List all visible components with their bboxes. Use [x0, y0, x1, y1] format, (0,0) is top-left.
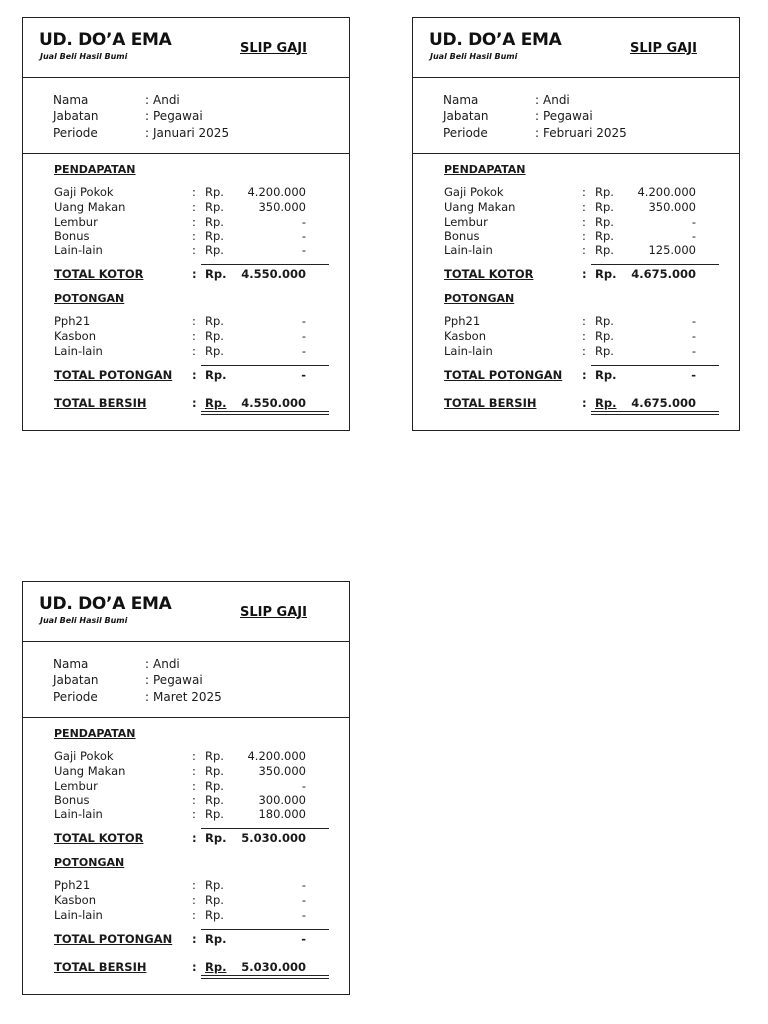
rp-label: Rp.	[205, 749, 224, 763]
rp-label: Rp.	[205, 243, 224, 257]
lain-lain-label: Lain-lain	[444, 243, 493, 257]
row-bonus	[54, 229, 314, 244]
total-potongan-label: TOTAL POTONGAN	[54, 368, 173, 382]
total-bersih-amount: 4.675.000	[631, 396, 696, 410]
rp-label: Rp.	[205, 831, 227, 845]
row-uang-makan	[444, 200, 704, 215]
subtotal-rule	[201, 828, 329, 829]
rp-label: Rp.	[595, 200, 614, 214]
uang-makan-label: Uang Makan	[444, 200, 516, 214]
gaji-pokok-amount: 4.200.000	[637, 185, 696, 199]
row-total-kotor	[54, 831, 314, 846]
rp-label: Rp.	[595, 215, 614, 229]
lain-lain-label: Lain-lain	[54, 807, 103, 821]
uang-makan-amount: 350.000	[258, 764, 306, 778]
total-bersih-label: TOTAL BERSIH	[444, 396, 537, 410]
slip-header	[23, 18, 349, 78]
rp-label: Rp.	[205, 229, 224, 243]
colon: :	[192, 200, 196, 214]
lain-lain-label: Lain-lain	[54, 908, 103, 922]
rp-label: Rp.	[595, 267, 617, 281]
total-bersih-amount: 5.030.000	[241, 960, 306, 974]
colon: :	[192, 215, 196, 229]
uang-makan-amount: 350.000	[648, 200, 696, 214]
colon: :	[192, 344, 196, 358]
row-total-kotor	[444, 267, 704, 282]
rp-label: Rp.	[205, 314, 224, 328]
total-kotor-amount: 4.550.000	[241, 267, 306, 281]
rp-label: Rp.	[205, 779, 224, 793]
colon: :	[192, 793, 196, 807]
rp-label: Rp.	[205, 215, 224, 229]
lembur-amount: -	[301, 215, 306, 229]
row-kasbon	[444, 329, 704, 344]
rp-label: Rp.	[205, 960, 227, 974]
colon: :	[192, 229, 196, 243]
colon: :	[582, 243, 586, 257]
gaji-pokok-label: Gaji Pokok	[54, 185, 114, 199]
pph21-label: Pph21	[54, 878, 91, 892]
pph21-amount: -	[301, 314, 306, 328]
kasbon-amount: -	[301, 893, 306, 907]
slip-title: SLIP GAJI	[240, 605, 307, 620]
bonus-label: Bonus	[444, 229, 480, 243]
colon: :	[582, 368, 587, 382]
rp-label: Rp.	[595, 329, 614, 343]
lain-lain-label: Lain-lain	[54, 344, 103, 358]
rp-label: Rp.	[205, 329, 224, 343]
jabatan-label: Jabatan	[443, 109, 489, 123]
nama-label: Nama	[53, 93, 89, 107]
colon: :	[582, 267, 587, 281]
rp-label: Rp.	[205, 185, 224, 199]
row-lain-lain	[444, 243, 704, 258]
colon: :	[192, 368, 197, 382]
company-tagline: Jual Beli Hasil Bumi	[40, 52, 128, 61]
row-total-bersih	[444, 396, 704, 411]
total-potongan-amount: -	[301, 368, 306, 382]
total-kotor-label: TOTAL KOTOR	[54, 831, 144, 845]
total-kotor-label: TOTAL KOTOR	[444, 267, 534, 281]
salary-slip-february	[412, 17, 740, 431]
lembur-amount: -	[301, 779, 306, 793]
uang-makan-amount: 350.000	[258, 200, 306, 214]
row-gaji-pokok	[54, 185, 314, 200]
employee-info	[413, 78, 739, 154]
colon: :	[192, 878, 196, 892]
employee-info	[23, 642, 349, 718]
lain-lain-label: Lain-lain	[444, 344, 493, 358]
slip-title: SLIP GAJI	[240, 41, 307, 56]
row-total-bersih	[54, 960, 314, 975]
colon: :	[582, 396, 587, 410]
rp-label: Rp.	[205, 368, 227, 382]
row-lembur	[54, 215, 314, 230]
row-total-bersih	[54, 396, 314, 411]
kasbon-amount: -	[301, 329, 306, 343]
pph21-label: Pph21	[54, 314, 91, 328]
row-gaji-pokok	[54, 749, 314, 764]
bonus-label: Bonus	[54, 793, 90, 807]
colon: :	[145, 126, 150, 140]
rp-label: Rp.	[595, 368, 617, 382]
colon: :	[582, 185, 586, 199]
rp-label: Rp.	[205, 764, 224, 778]
uang-makan-label: Uang Makan	[54, 764, 126, 778]
row-bonus	[444, 229, 704, 244]
rp-label: Rp.	[595, 243, 614, 257]
gaji-pokok-amount: 4.200.000	[247, 749, 306, 763]
grand-total-double-rule	[201, 411, 329, 415]
row-total-potongan	[54, 932, 314, 947]
potongan-lain-lain-amount: -	[301, 908, 306, 922]
nama-value: Andi	[543, 93, 570, 107]
salary-slip-january	[22, 17, 350, 431]
salary-slip-march	[22, 581, 350, 995]
bonus-amount: 300.000	[258, 793, 306, 807]
row-lain-lain	[54, 243, 314, 258]
rp-label: Rp.	[205, 267, 227, 281]
nama-value: Andi	[153, 657, 180, 671]
rp-label: Rp.	[205, 200, 224, 214]
jabatan-value: Pegawai	[543, 109, 593, 123]
rp-label: Rp.	[205, 893, 224, 907]
colon: :	[192, 960, 197, 974]
bonus-amount: -	[301, 229, 306, 243]
rp-label: Rp.	[205, 908, 224, 922]
rp-label: Rp.	[595, 229, 614, 243]
row-lembur	[54, 779, 314, 794]
total-potongan-label: TOTAL POTONGAN	[444, 368, 563, 382]
lain-lain-label: Lain-lain	[54, 243, 103, 257]
company-name: UD. DO’A EMA	[39, 594, 172, 614]
row-uang-makan	[54, 764, 314, 779]
lain-lain-amount: 125.000	[648, 243, 696, 257]
total-bersih-label: TOTAL BERSIH	[54, 396, 147, 410]
rp-label: Rp.	[595, 344, 614, 358]
colon: :	[192, 396, 197, 410]
lain-lain-amount: 180.000	[258, 807, 306, 821]
subtotal-rule	[591, 365, 719, 366]
pph21-label: Pph21	[444, 314, 481, 328]
colon: :	[535, 93, 540, 107]
periode-label: Periode	[53, 690, 98, 704]
lembur-label: Lembur	[54, 779, 98, 793]
row-total-potongan	[54, 368, 314, 383]
colon: :	[192, 185, 196, 199]
colon: :	[582, 329, 586, 343]
lembur-label: Lembur	[54, 215, 98, 229]
jabatan-label: Jabatan	[53, 673, 99, 687]
grand-total-double-rule	[591, 411, 719, 415]
nama-label: Nama	[53, 657, 89, 671]
jabatan-value: Pegawai	[153, 109, 203, 123]
colon: :	[582, 314, 586, 328]
periode-value: Maret 2025	[153, 690, 222, 704]
rp-label: Rp.	[595, 185, 614, 199]
slip-header	[413, 18, 739, 78]
row-kasbon	[54, 893, 314, 908]
colon: :	[192, 807, 196, 821]
colon: :	[192, 893, 196, 907]
colon: :	[192, 314, 196, 328]
colon: :	[582, 344, 586, 358]
total-potongan-amount: -	[691, 368, 696, 382]
subtotal-rule	[201, 264, 329, 265]
row-kasbon	[54, 329, 314, 344]
potongan-lain-lain-amount: -	[691, 344, 696, 358]
pendapatan-heading: PENDAPATAN	[444, 163, 526, 176]
lembur-amount: -	[691, 215, 696, 229]
rp-label: Rp.	[205, 793, 224, 807]
row-pph21	[54, 878, 314, 893]
gaji-pokok-label: Gaji Pokok	[54, 749, 114, 763]
colon: :	[582, 200, 586, 214]
pph21-amount: -	[691, 314, 696, 328]
potongan-lain-lain-amount: -	[301, 344, 306, 358]
colon: :	[145, 690, 150, 704]
row-potongan-lain-lain	[444, 344, 704, 359]
colon: :	[192, 764, 196, 778]
colon: :	[192, 243, 196, 257]
jabatan-value: Pegawai	[153, 673, 203, 687]
kasbon-label: Kasbon	[54, 329, 97, 343]
bonus-amount: -	[691, 229, 696, 243]
lain-lain-amount: -	[301, 243, 306, 257]
subtotal-rule	[201, 929, 329, 930]
row-lembur	[444, 215, 704, 230]
colon: :	[582, 215, 586, 229]
potongan-heading: POTONGAN	[54, 856, 125, 869]
total-bersih-label: TOTAL BERSIH	[54, 960, 147, 974]
colon: :	[192, 932, 197, 946]
periode-label: Periode	[53, 126, 98, 140]
lembur-label: Lembur	[444, 215, 488, 229]
rp-label: Rp.	[595, 314, 614, 328]
total-bersih-amount: 4.550.000	[241, 396, 306, 410]
pph21-amount: -	[301, 878, 306, 892]
gaji-pokok-amount: 4.200.000	[247, 185, 306, 199]
row-pph21	[444, 314, 704, 329]
rp-label: Rp.	[205, 344, 224, 358]
slip-title: SLIP GAJI	[630, 41, 697, 56]
periode-label: Periode	[443, 126, 488, 140]
gaji-pokok-label: Gaji Pokok	[444, 185, 504, 199]
kasbon-label: Kasbon	[444, 329, 487, 343]
subtotal-rule	[591, 264, 719, 265]
colon: :	[192, 329, 196, 343]
total-kotor-amount: 4.675.000	[631, 267, 696, 281]
row-pph21	[54, 314, 314, 329]
total-kotor-label: TOTAL KOTOR	[54, 267, 144, 281]
colon: :	[535, 109, 540, 123]
rp-label: Rp.	[595, 396, 617, 410]
rp-label: Rp.	[205, 807, 224, 821]
kasbon-label: Kasbon	[54, 893, 97, 907]
colon: :	[145, 109, 150, 123]
rp-label: Rp.	[205, 396, 227, 410]
company-tagline: Jual Beli Hasil Bumi	[430, 52, 518, 61]
row-total-potongan	[444, 368, 704, 383]
colon: :	[192, 267, 197, 281]
slip-header	[23, 582, 349, 642]
row-gaji-pokok	[444, 185, 704, 200]
company-name: UD. DO’A EMA	[429, 30, 562, 50]
row-potongan-lain-lain	[54, 344, 314, 359]
pendapatan-heading: PENDAPATAN	[54, 727, 136, 740]
nama-label: Nama	[443, 93, 479, 107]
total-potongan-label: TOTAL POTONGAN	[54, 932, 173, 946]
colon: :	[192, 779, 196, 793]
row-lain-lain	[54, 807, 314, 822]
grand-total-double-rule	[201, 975, 329, 979]
rp-label: Rp.	[205, 932, 227, 946]
pendapatan-heading: PENDAPATAN	[54, 163, 136, 176]
periode-value: Januari 2025	[153, 126, 230, 140]
row-potongan-lain-lain	[54, 908, 314, 923]
company-name: UD. DO’A EMA	[39, 30, 172, 50]
colon: :	[192, 908, 196, 922]
nama-value: Andi	[153, 93, 180, 107]
uang-makan-label: Uang Makan	[54, 200, 126, 214]
rp-label: Rp.	[205, 878, 224, 892]
total-potongan-amount: -	[301, 932, 306, 946]
bonus-label: Bonus	[54, 229, 90, 243]
periode-value: Februari 2025	[543, 126, 627, 140]
row-total-kotor	[54, 267, 314, 282]
colon: :	[145, 673, 150, 687]
total-kotor-amount: 5.030.000	[241, 831, 306, 845]
colon: :	[582, 229, 586, 243]
potongan-heading: POTONGAN	[444, 292, 515, 305]
company-tagline: Jual Beli Hasil Bumi	[40, 616, 128, 625]
colon: :	[145, 657, 150, 671]
kasbon-amount: -	[691, 329, 696, 343]
row-bonus	[54, 793, 314, 808]
potongan-heading: POTONGAN	[54, 292, 125, 305]
colon: :	[145, 93, 150, 107]
colon: :	[192, 749, 196, 763]
subtotal-rule	[201, 365, 329, 366]
row-uang-makan	[54, 200, 314, 215]
employee-info	[23, 78, 349, 154]
colon: :	[535, 126, 540, 140]
colon: :	[192, 831, 197, 845]
jabatan-label: Jabatan	[53, 109, 99, 123]
